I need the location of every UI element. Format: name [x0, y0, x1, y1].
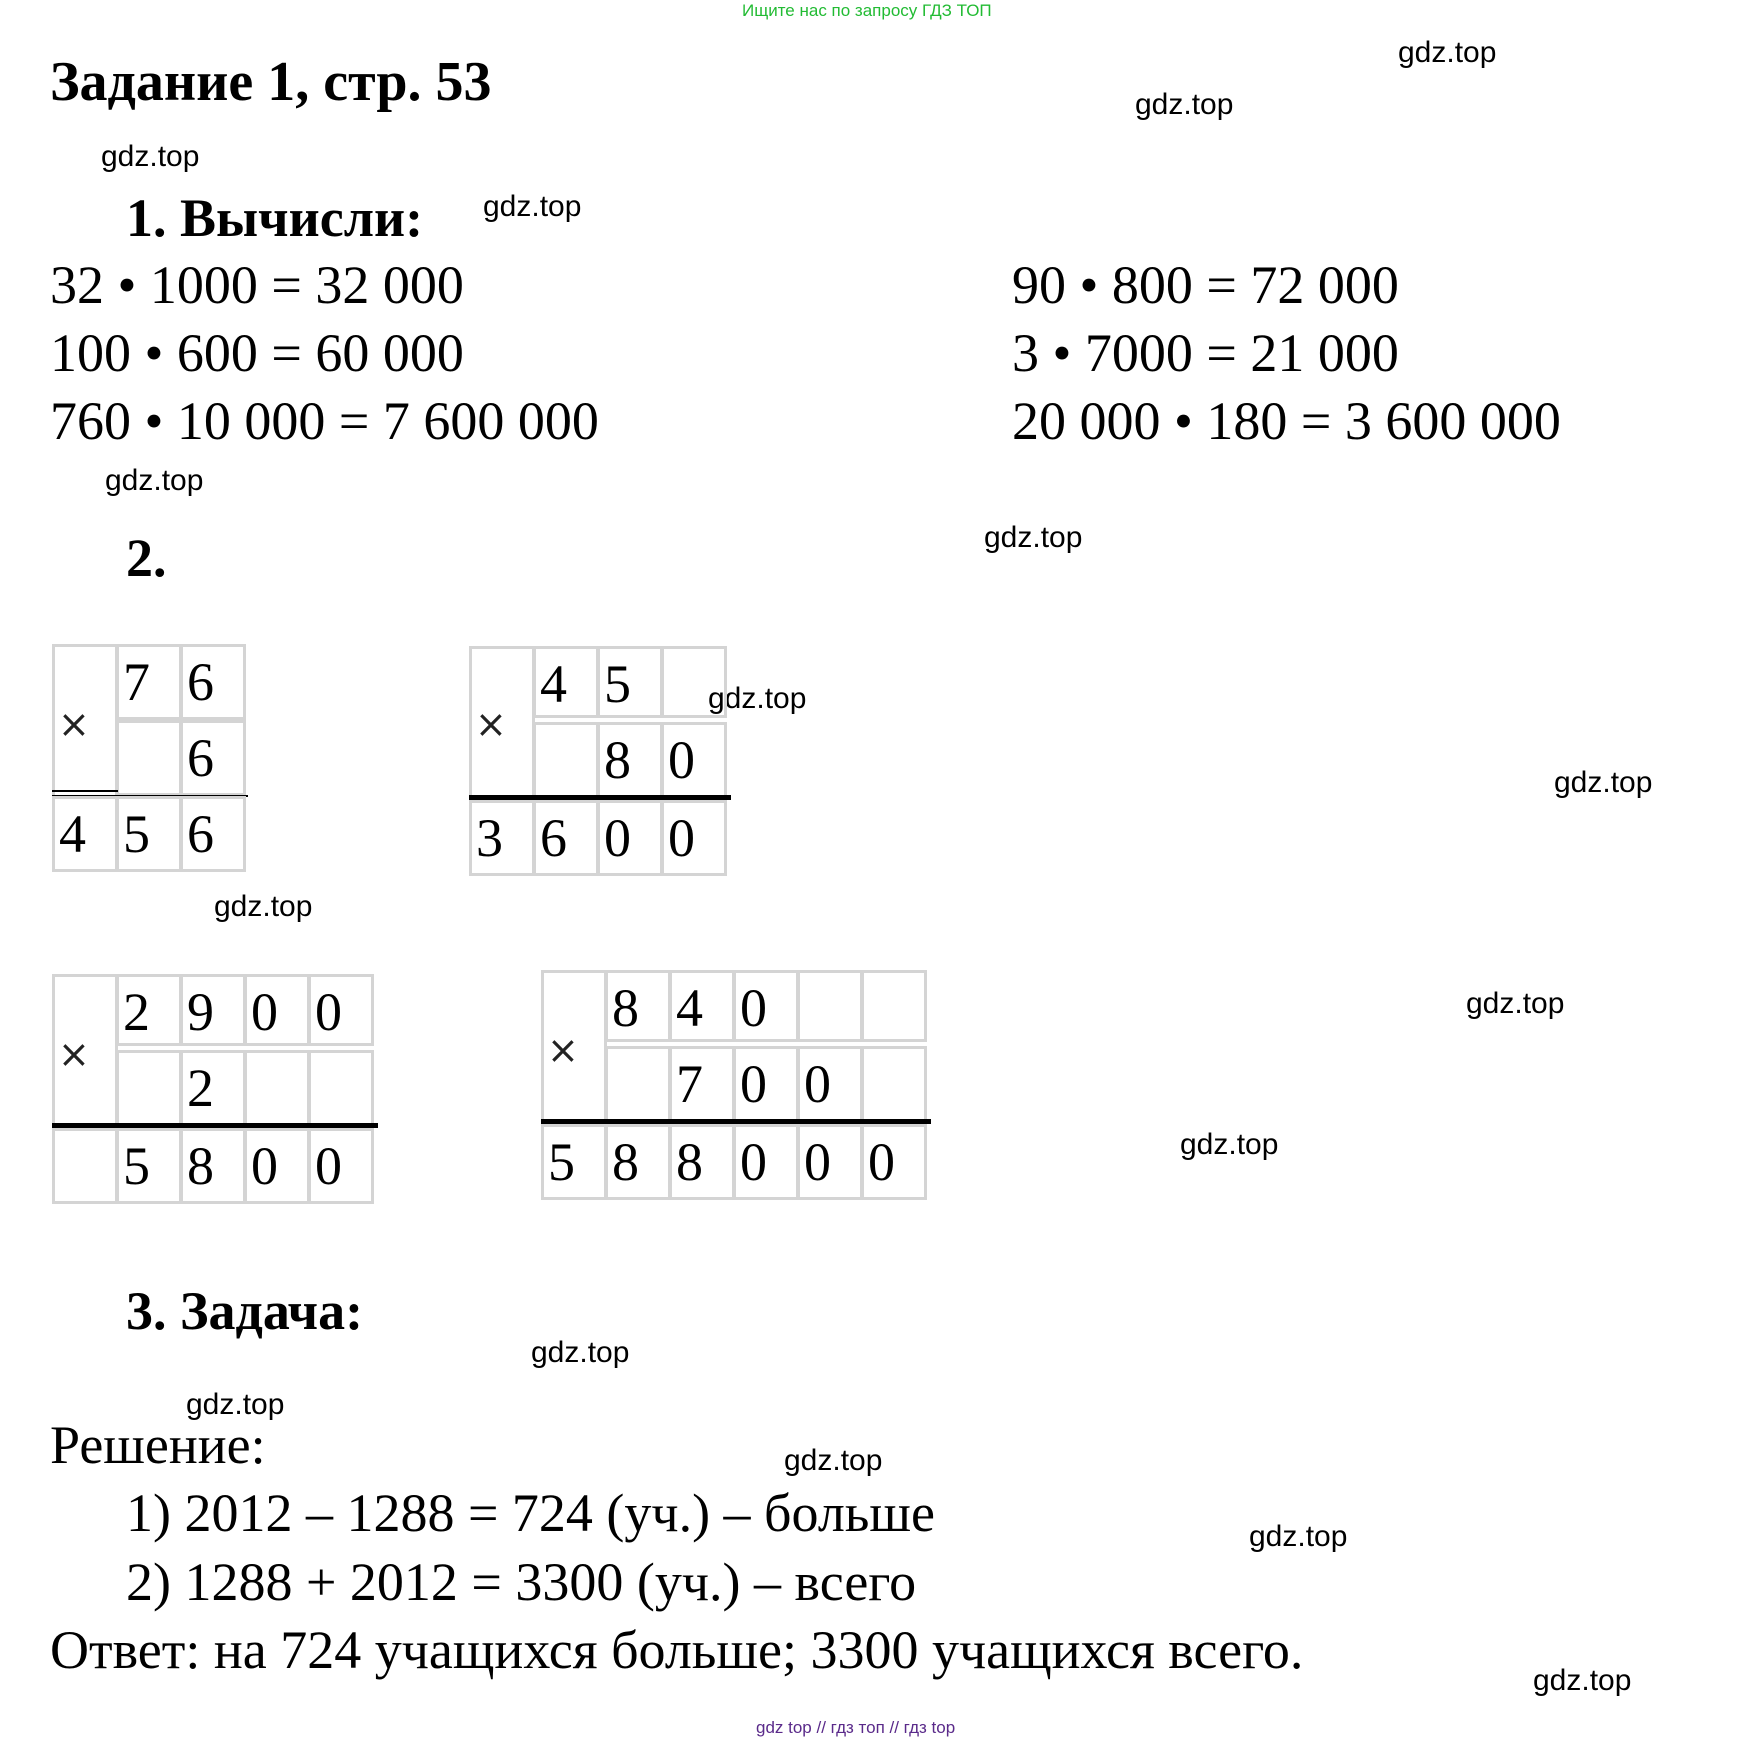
grid-cell: 6 — [180, 720, 246, 796]
watermark: gdz.top — [531, 1336, 630, 1369]
grid-cell: 6 — [180, 644, 246, 720]
multiply-sign: × — [58, 702, 90, 746]
equation-right-3: 20 000 • 180 = 3 600 000 — [1012, 391, 1561, 451]
grid-cell: 3 — [469, 800, 535, 876]
grid-cell: 5 — [116, 796, 182, 872]
grid-cell: 0 — [733, 1124, 799, 1200]
watermark: gdz.top — [784, 1444, 883, 1477]
multiply-sign: × — [58, 1032, 90, 1076]
grid-cell: 5 — [541, 1124, 607, 1200]
grid-cell: 0 — [661, 722, 727, 798]
watermark: gdz.top — [483, 190, 582, 223]
grid-cell: 7 — [116, 644, 182, 720]
watermark: gdz.top — [101, 140, 200, 173]
grid-cell — [52, 1128, 118, 1204]
watermark: gdz.top — [214, 890, 313, 923]
watermark: gdz.top — [105, 464, 204, 497]
watermark: gdz.top — [1533, 1664, 1632, 1697]
equation-left-2: 100 • 600 = 60 000 — [50, 323, 464, 383]
grid-cell — [861, 970, 927, 1042]
grid-cell: 6 — [180, 796, 246, 872]
watermark: gdz.top — [186, 1388, 285, 1421]
grid-cell — [533, 722, 599, 798]
watermark: gdz.top — [1554, 766, 1653, 799]
grid-cell: 4 — [533, 646, 599, 718]
grid-cell: 2 — [180, 1050, 246, 1126]
grid-cell: 0 — [661, 800, 727, 876]
grid-cell: 0 — [308, 1128, 374, 1204]
grid-cell — [244, 1050, 310, 1126]
watermark: gdz.top — [1135, 88, 1234, 121]
grid-cell: 9 — [180, 974, 246, 1046]
multiply-sign: × — [547, 1028, 579, 1072]
grid-cell — [605, 1046, 671, 1122]
solution-label: Решение: — [50, 1415, 266, 1475]
section-3-heading: 3. Задача: — [126, 1281, 364, 1341]
grid-cell: 0 — [597, 800, 663, 876]
watermark: gdz.top — [1398, 36, 1497, 69]
grid-cell — [116, 720, 182, 796]
grid-cell: 0 — [733, 1046, 799, 1122]
watermark: gdz.top — [1466, 987, 1565, 1020]
grid-cell: 0 — [244, 1128, 310, 1204]
grid-cell — [116, 1050, 182, 1126]
grid-cell: 4 — [52, 796, 118, 872]
solution-step-2: 2) 1288 + 2012 = 3300 (уч.) – всего — [126, 1552, 917, 1612]
grid-cell: 8 — [605, 970, 671, 1042]
grid-cell: 8 — [605, 1124, 671, 1200]
watermark: gdz.top — [708, 682, 807, 715]
grid-cell: 5 — [116, 1128, 182, 1204]
watermark: gdz.top — [984, 521, 1083, 554]
section-2-heading: 2. — [126, 528, 167, 588]
grid-cell: 0 — [308, 974, 374, 1046]
grid-cell: 8 — [597, 722, 663, 798]
equation-right-1: 90 • 800 = 72 000 — [1012, 255, 1399, 315]
grid-cell: 6 — [533, 800, 599, 876]
grid-cell: 8 — [180, 1128, 246, 1204]
grid-cell: 0 — [797, 1124, 863, 1200]
solution-step-1: 1) 2012 – 1288 = 724 (уч.) – больше — [126, 1483, 935, 1543]
equation-right-2: 3 • 7000 = 21 000 — [1012, 323, 1399, 383]
top-banner: Ищите нас по запросу ГДЗ ТОП — [742, 1, 992, 20]
grid-cell — [797, 970, 863, 1042]
grid-cell — [861, 1046, 927, 1122]
watermark: gdz.top — [1180, 1128, 1279, 1161]
grid-cell: 0 — [244, 974, 310, 1046]
footer-links: gdz top // гдз топ // гдз top — [756, 1718, 956, 1737]
grid-cell — [308, 1050, 374, 1126]
grid-cell: 0 — [797, 1046, 863, 1122]
multiply-sign: × — [475, 702, 507, 746]
grid-cell: 4 — [669, 970, 735, 1042]
answer-text: Ответ: на 724 учащихся больше; 3300 учащихся всего. — [50, 1620, 1304, 1680]
equation-left-1: 32 • 1000 = 32 000 — [50, 255, 464, 315]
grid-cell: 7 — [669, 1046, 735, 1122]
equation-left-3: 760 • 10 000 = 7 600 000 — [50, 391, 599, 451]
page-title: Задание 1, стр. 53 — [50, 51, 492, 113]
grid-cell: 0 — [861, 1124, 927, 1200]
grid-cell: 8 — [669, 1124, 735, 1200]
grid-cell — [661, 646, 727, 718]
grid-cell: 2 — [116, 974, 182, 1046]
grid-cell: 0 — [733, 970, 799, 1042]
result-line — [52, 790, 118, 792]
watermark: gdz.top — [1249, 1520, 1348, 1553]
grid-cell: 5 — [597, 646, 663, 718]
section-1-heading: 1. Вычисли: — [126, 188, 424, 248]
